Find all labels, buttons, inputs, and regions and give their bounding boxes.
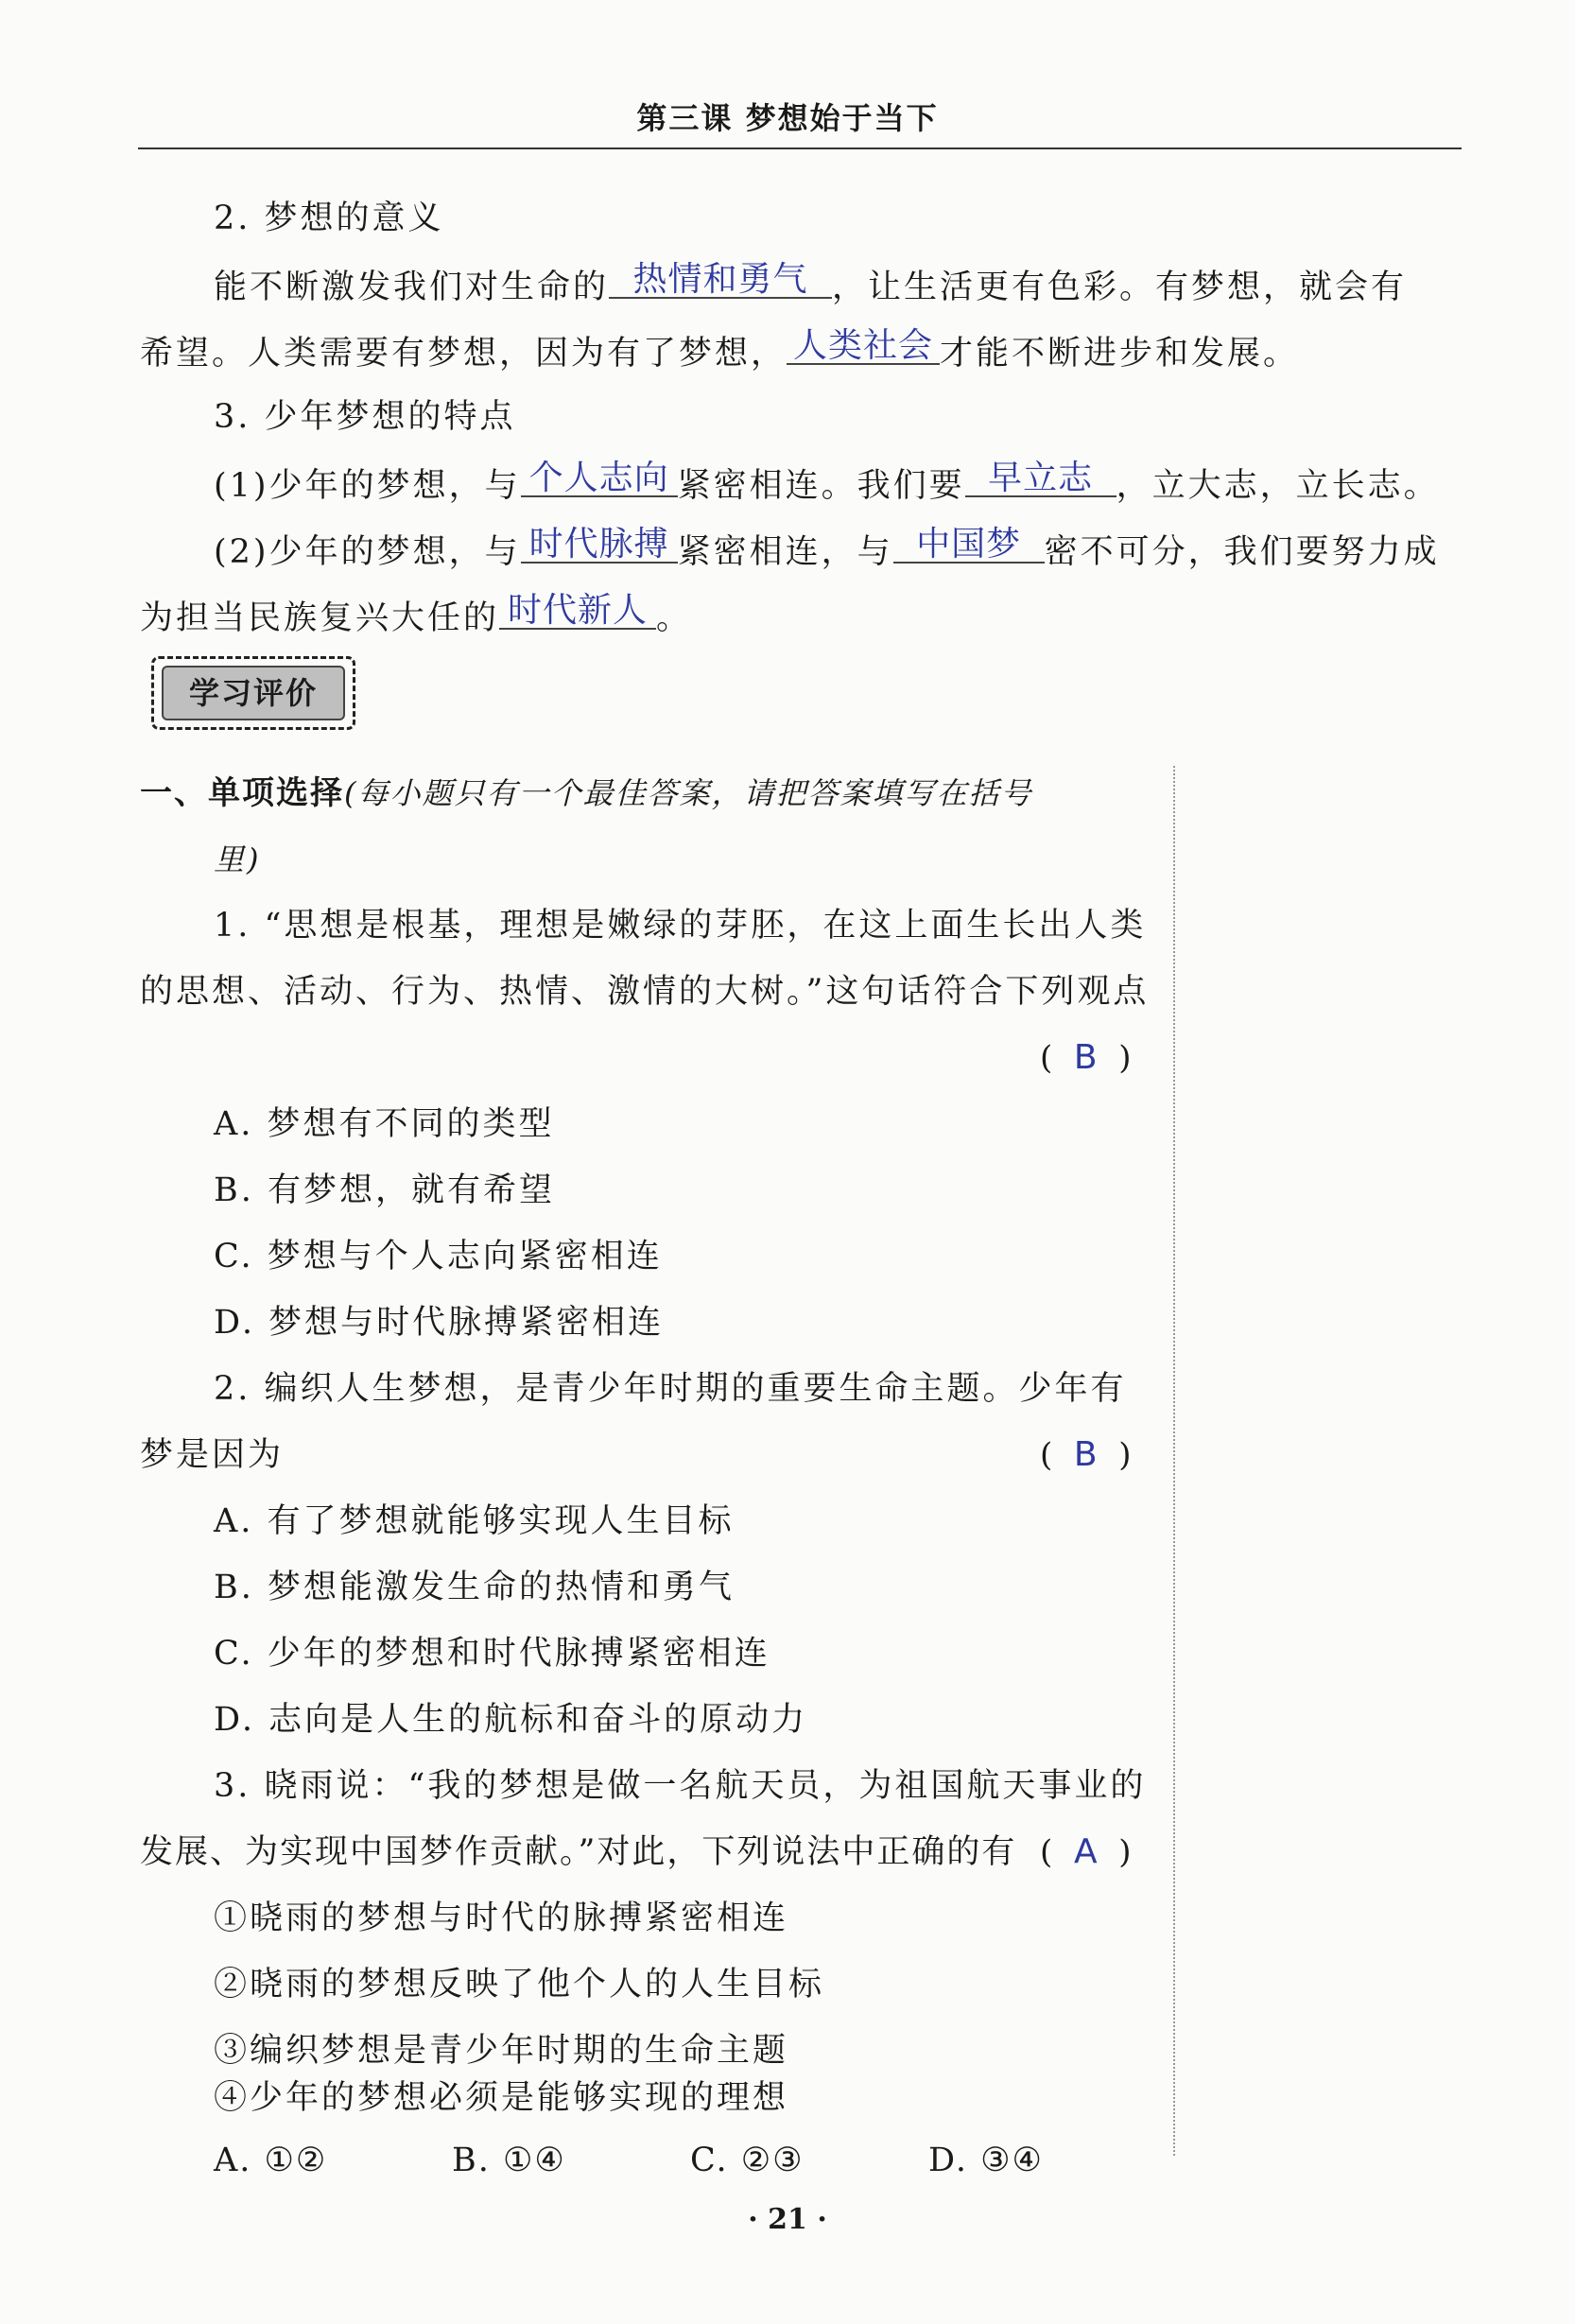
text-segment: 紧密相连，与 — [677, 533, 893, 571]
paren-open: ( — [1040, 1039, 1053, 1077]
q2-option-c: C. 少年的梦想和时代脉搏紧密相连 — [214, 1635, 770, 1673]
q3-statement-4: ④少年的梦想必须是能够实现的理想 — [214, 2079, 789, 2117]
section-heading-note: (每小题只有一个最佳答案，请把答案填写在括号 — [344, 775, 1033, 811]
q3-answer-bracket — [1040, 1830, 1132, 1874]
paragraph-meaning-line-1 — [214, 260, 1408, 309]
item-3-title: 3. 少年梦想的特点 — [214, 398, 516, 436]
fill-blank: 中国梦 — [893, 528, 1045, 564]
q1-option-d: D. 梦想与时代脉搏紧密相连 — [214, 1304, 665, 1342]
q3-statement-1: ①晓雨的梦想与时代的脉搏紧密相连 — [214, 1899, 789, 1937]
fill-blank: 时代新人 — [499, 594, 656, 630]
page-number: · 21 · — [748, 2203, 827, 2236]
section-heading-title: 一、单项选择 — [140, 774, 344, 812]
text-segment: 密不可分，我们要努力成 — [1044, 533, 1440, 571]
q1-answer-bracket — [1040, 1036, 1132, 1080]
text-segment: 希望。人类需要有梦想，因为有了梦想， — [140, 335, 788, 373]
q2-answer: B — [1073, 1435, 1098, 1474]
paren-close: ) — [1118, 1436, 1132, 1474]
text-segment: 才能不断进步和发展。 — [940, 335, 1300, 373]
section-badge-label: 学习评价 — [162, 666, 345, 720]
q3-stem-line-1: 3. 晓雨说：“我的梦想是做一名航天员，为祖国航天事业的 — [214, 1767, 1147, 1805]
paren-open: ( — [1040, 1833, 1053, 1871]
text-segment: 。 — [656, 599, 693, 637]
fill-blank: 热情和勇气 — [609, 263, 832, 299]
q1-answer: B — [1073, 1038, 1098, 1077]
paren-close: ) — [1118, 1833, 1132, 1871]
paragraph-meaning-line-2 — [140, 326, 1300, 375]
q3-stem-line-2: 发展、为实现中国梦作贡献。”对此，下列说法中正确的有 — [140, 1833, 1017, 1871]
paren-open: ( — [1040, 1436, 1053, 1474]
feature-line-3 — [140, 591, 693, 640]
header-rule — [138, 147, 1462, 149]
section-heading — [140, 772, 1033, 815]
q1-option-a: A. 梦想有不同的类型 — [214, 1105, 555, 1143]
text-segment: 能不断激发我们对生命的 — [214, 269, 610, 306]
fill-blank: 早立志 — [965, 461, 1116, 497]
q3-statement-2: ②晓雨的梦想反映了他个人的人生目标 — [214, 1966, 825, 2003]
feature-line-1 — [214, 461, 1440, 508]
section-badge — [151, 656, 355, 730]
q1-stem-line-2: 的思想、活动、行为、热情、激情的大树。”这句话符合下列观点 — [140, 973, 1150, 1011]
q1-stem-line-1: 1. “思想是根基，理想是嫩绿的芽胚，在这上面生长出人类 — [214, 907, 1147, 945]
q2-stem-line-2: 梦是因为 — [140, 1436, 285, 1474]
q3-option-a: A. ①② — [214, 2142, 328, 2179]
fill-blank: 人类社会 — [787, 329, 940, 365]
text-segment: (2)少年的梦想，与 — [214, 533, 521, 571]
q2-stem-line-1: 2. 编织人生梦想，是青少年时期的重要生命主题。少年有 — [214, 1370, 1127, 1408]
q3-option-d: D. ③④ — [928, 2142, 1044, 2179]
item-2-title: 2. 梦想的意义 — [214, 199, 444, 237]
section-heading-note-cont — [214, 838, 262, 881]
text-segment: 为担当民族复兴大任的 — [140, 599, 500, 637]
q1-option-b: B. 有梦想，就有希望 — [214, 1171, 555, 1209]
page-header-title: 第三课 梦想始于当下 — [636, 100, 939, 136]
q2-option-a: A. 有了梦想就能够实现人生目标 — [214, 1502, 735, 1540]
q1-option-c: C. 梦想与个人志向紧密相连 — [214, 1238, 663, 1275]
text-segment: ，让生活更有色彩。有梦想，就会有 — [832, 269, 1408, 306]
paren-close: ) — [1118, 1039, 1132, 1077]
q3-answer: A — [1073, 1832, 1098, 1871]
q3-option-b: B. ①④ — [452, 2142, 566, 2179]
q2-option-d: D. 志向是人生的航标和奋斗的原动力 — [214, 1701, 808, 1739]
text-segment: ，立大志，立长志。 — [1116, 467, 1440, 505]
q3-statement-3: ③编织梦想是青少年时期的生命主题 — [214, 2032, 789, 2070]
q3-option-c: C. ②③ — [690, 2142, 805, 2179]
column-divider — [1173, 766, 1175, 2156]
section-heading-note: 里) — [214, 841, 262, 877]
text-segment: (1)少年的梦想，与 — [214, 467, 521, 505]
feature-line-2 — [214, 525, 1440, 574]
text-segment: 紧密相连。我们要 — [677, 467, 965, 505]
fill-blank: 个人志向 — [521, 461, 678, 497]
q2-option-b: B. 梦想能激发生命的热情和勇气 — [214, 1569, 735, 1606]
q2-answer-bracket — [1040, 1433, 1132, 1477]
fill-blank: 时代脉搏 — [521, 528, 678, 564]
